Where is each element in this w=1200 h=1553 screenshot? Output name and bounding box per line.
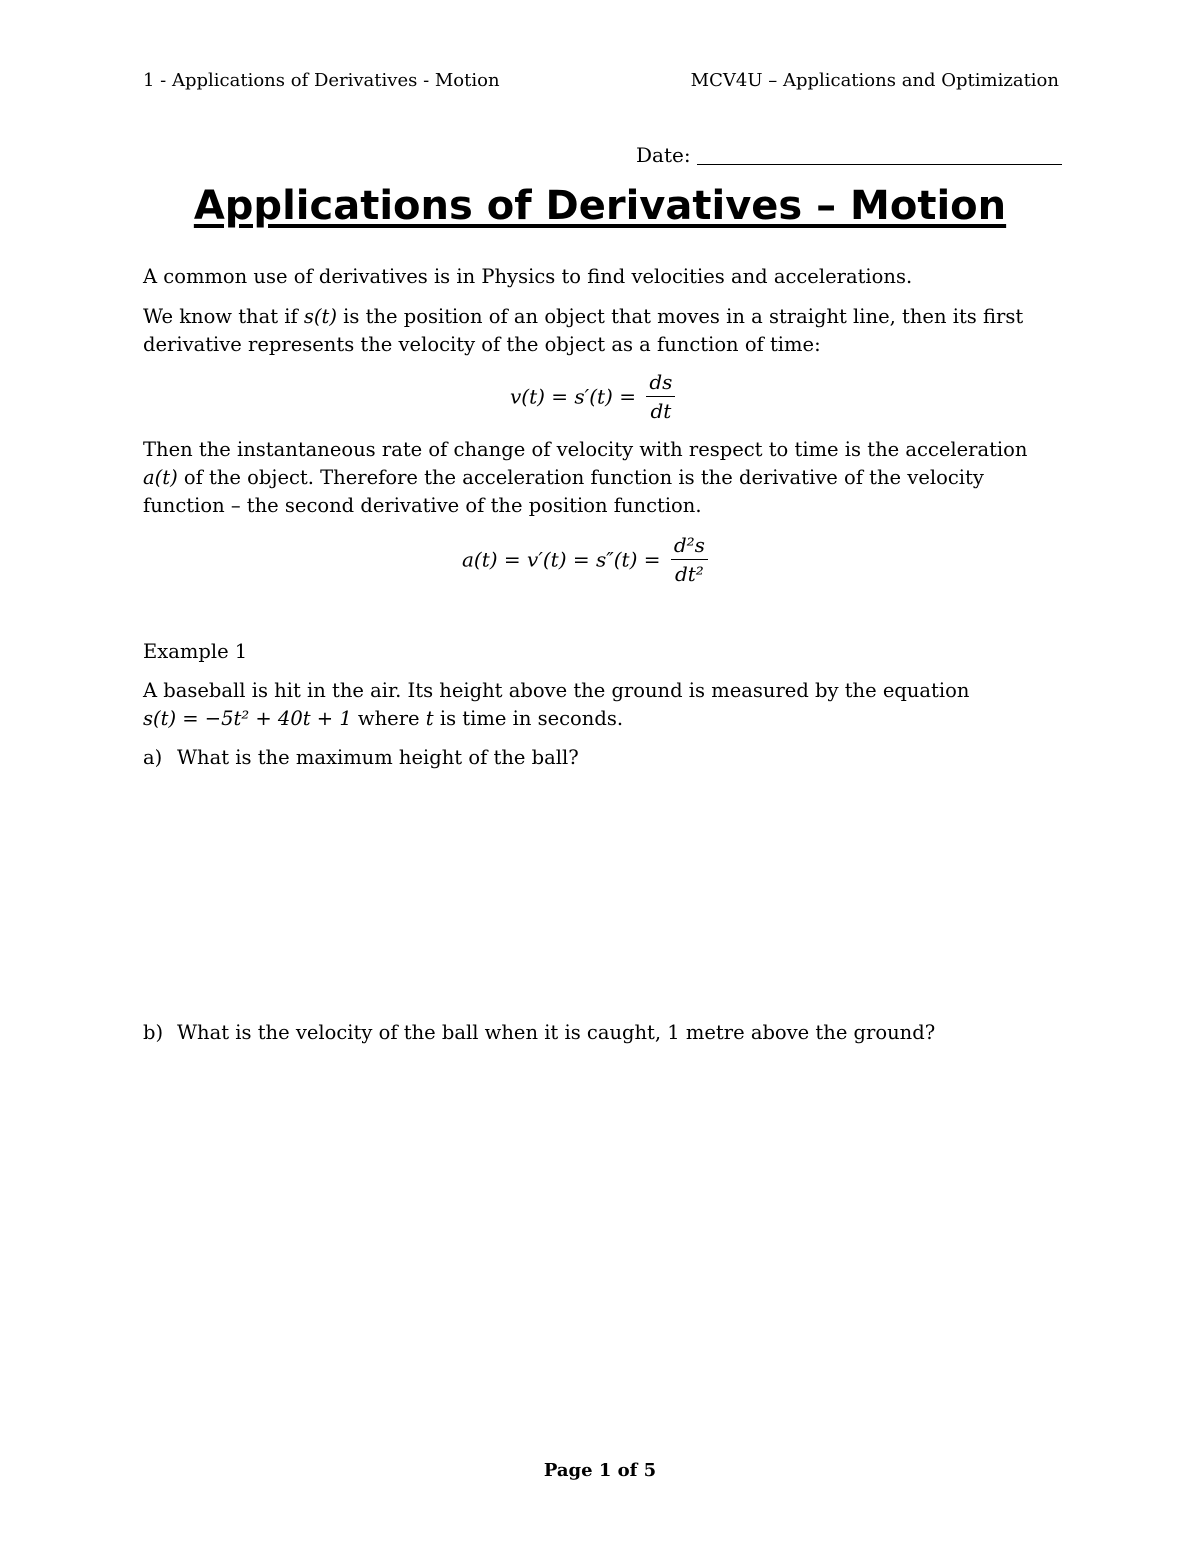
ds-dt-fraction xyxy=(646,370,675,423)
page-title: Applications of Derivatives – Motion xyxy=(193,183,1007,229)
intro-paragraph-3 xyxy=(143,436,1063,520)
example-text-a: A baseball is hit in the air. Its height above the ground is measured by the equation xyxy=(143,679,970,702)
ds-dt-numerator: ds xyxy=(646,370,675,397)
velocity-equation-lhs: v(t) = s′(t) = xyxy=(510,384,636,409)
intro-paragraph-2 xyxy=(143,303,1063,359)
intro-p2-text-a: We know that if xyxy=(143,305,304,328)
question-a-text: What is the maximum height of the ball? xyxy=(177,746,579,769)
acceleration-function: a(t) xyxy=(143,466,178,489)
intro-paragraph-1: A common use of derivatives is in Physics to find velocities and accelerations. xyxy=(143,265,913,288)
question-b-text: What is the velocity of the ball when it is caught, 1 metre above the ground? xyxy=(177,1021,936,1044)
acceleration-equation xyxy=(462,533,708,586)
question-b-label: b) xyxy=(143,1021,164,1044)
header-right: MCV4U – Applications and Optimization xyxy=(690,70,1059,91)
date-field xyxy=(636,143,1062,167)
intro-p2-text-b: is the position of an object that moves in a straight line, then its first derivative represents the velocity of the object as a function of time: xyxy=(143,305,1024,356)
example-text-b: where xyxy=(351,707,426,730)
header-left: 1 - Applications of Derivatives - Motion xyxy=(143,70,500,91)
question-a xyxy=(143,744,1063,772)
example-statement xyxy=(143,677,1063,733)
date-blank-line xyxy=(697,163,1062,165)
intro-p3-text-b: of the object. Therefore the acceleration function is the derivative of the velocity function – the second derivative of the position function. xyxy=(143,466,984,517)
d2s-dt2-denominator: dt² xyxy=(674,562,704,586)
velocity-equation xyxy=(510,370,675,423)
question-a-label: a) xyxy=(143,746,163,769)
d2s-dt2-fraction xyxy=(671,533,708,586)
question-b xyxy=(143,1019,1063,1047)
acceleration-equation-lhs: a(t) = v′(t) = s″(t) = xyxy=(462,547,661,572)
height-equation: s(t) = −5t² + 40t + 1 xyxy=(143,707,352,730)
intro-p3-text-a: Then the instantaneous rate of change of velocity with respect to time is the acceleration xyxy=(143,438,1028,461)
ds-dt-denominator: dt xyxy=(650,399,672,423)
time-variable: t xyxy=(425,707,434,730)
date-label: Date: xyxy=(636,143,691,167)
page-number: Page 1 of 5 xyxy=(543,1460,657,1481)
d2s-dt2-numerator: d²s xyxy=(671,533,708,560)
position-function: s(t) xyxy=(303,305,337,328)
example-heading: Example 1 xyxy=(143,640,248,663)
example-text-c: is time in seconds. xyxy=(433,707,624,730)
